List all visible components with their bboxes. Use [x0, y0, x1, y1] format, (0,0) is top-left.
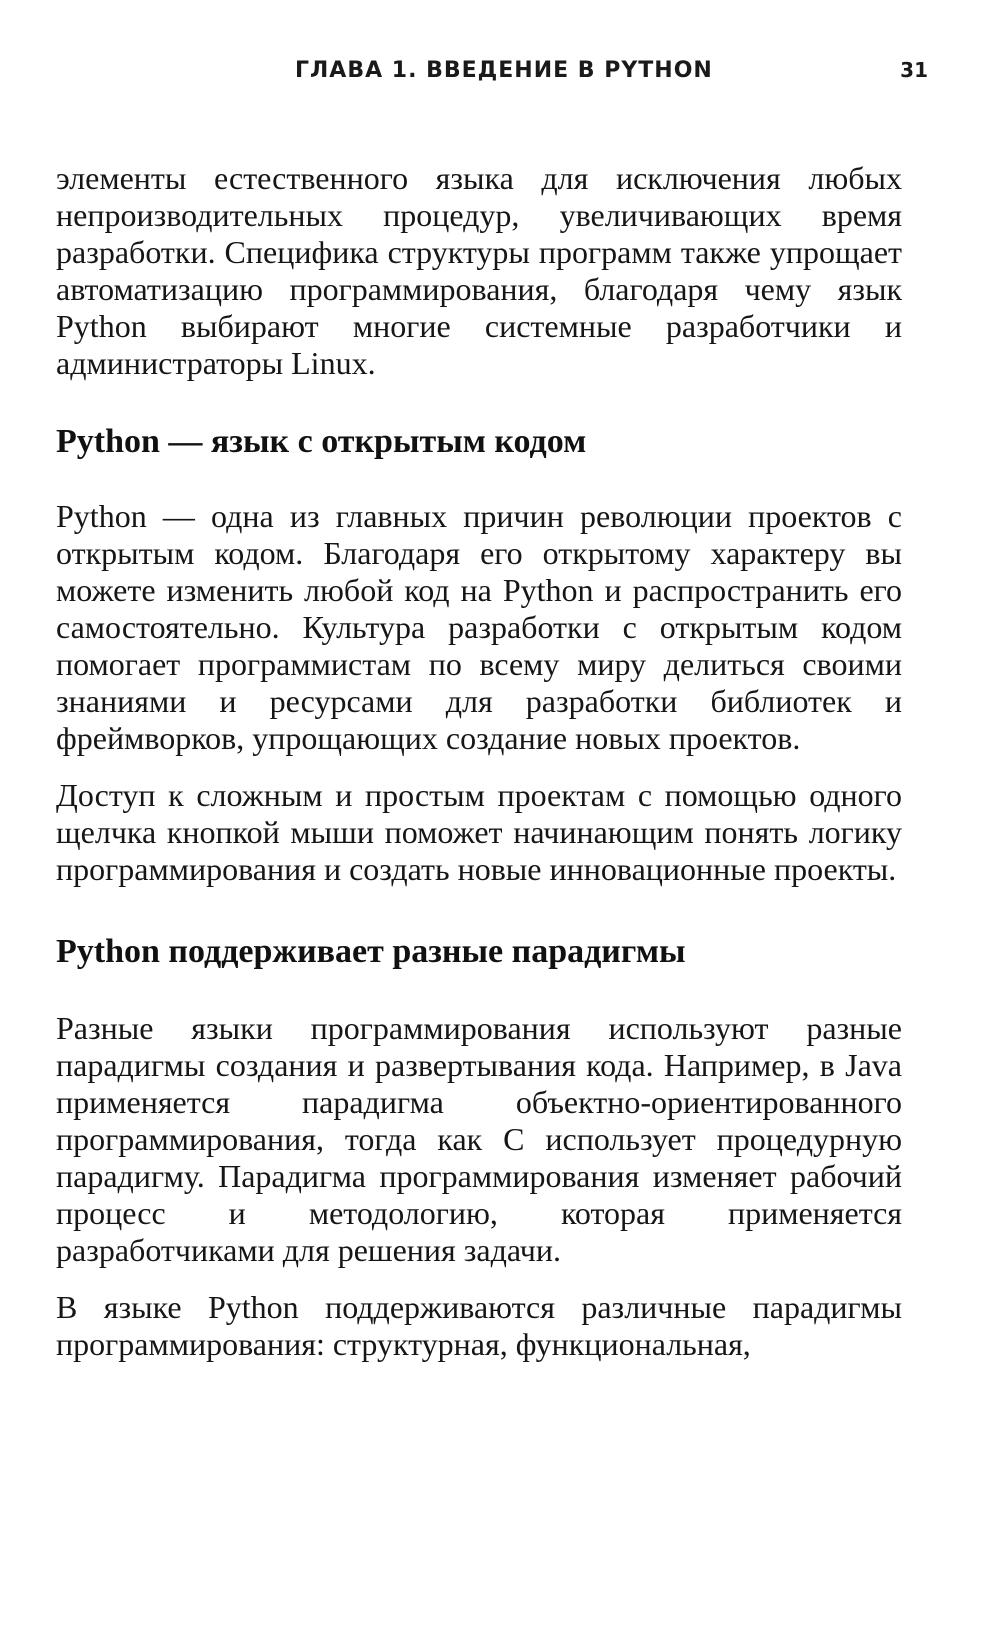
open-source-paragraph-1: Python — одна из главных причин революции проектов с открытым кодом. Благодаря его открытому характеру вы можете изменить любой код на Python и распространить его самостоятельно. Культура разработки с открытым кодом помогает программистам по всему миру делиться своими знаниями и ресурсами для разработки библиотек и фреймворков, упрощающих создание новых проектов.: [56, 498, 902, 756]
page-content: [56, 160, 902, 1363]
page-number: 31: [900, 58, 928, 82]
paradigms-paragraph-2: В языке Python поддерживаются различные парадигмы программирования: структурная, функциональная,: [56, 1289, 902, 1362]
open-source-paragraph-2: Доступ к сложным и простым проектам с помощью одного щелчка кнопкой мыши поможет начинающим понять логику программирования и создать новые инновационные проекты.: [56, 777, 902, 887]
chapter-title: ГЛАВА 1. ВВЕДЕНИЕ В PYTHON: [295, 58, 713, 83]
running-header: [0, 58, 1000, 92]
intro-paragraph: элементы естественного языка для исключения любых непроизводительных процедур, увеличивающих время разработки. Специфика структуры программ также упрощает автоматизацию программирования, благодаря чему язык Python выбирают многие системные разработчики и администраторы Linux.: [56, 160, 902, 381]
section-heading-open-source: Python — язык с открытым кодом: [56, 423, 587, 460]
paradigms-paragraph-1: Разные языки программирования используют разные парадигмы создания и развертывания кода. Например, в Java применяется парадигма объектно-ориентированного программирования, тогда как C использует процедурную парадигму. Парадигма программирования изменяет рабочий процесс и методологию, которая применяется разработчиками для решения задачи.: [56, 1010, 902, 1268]
section-heading-paradigms: Python поддерживает разные парадигмы: [56, 933, 686, 970]
